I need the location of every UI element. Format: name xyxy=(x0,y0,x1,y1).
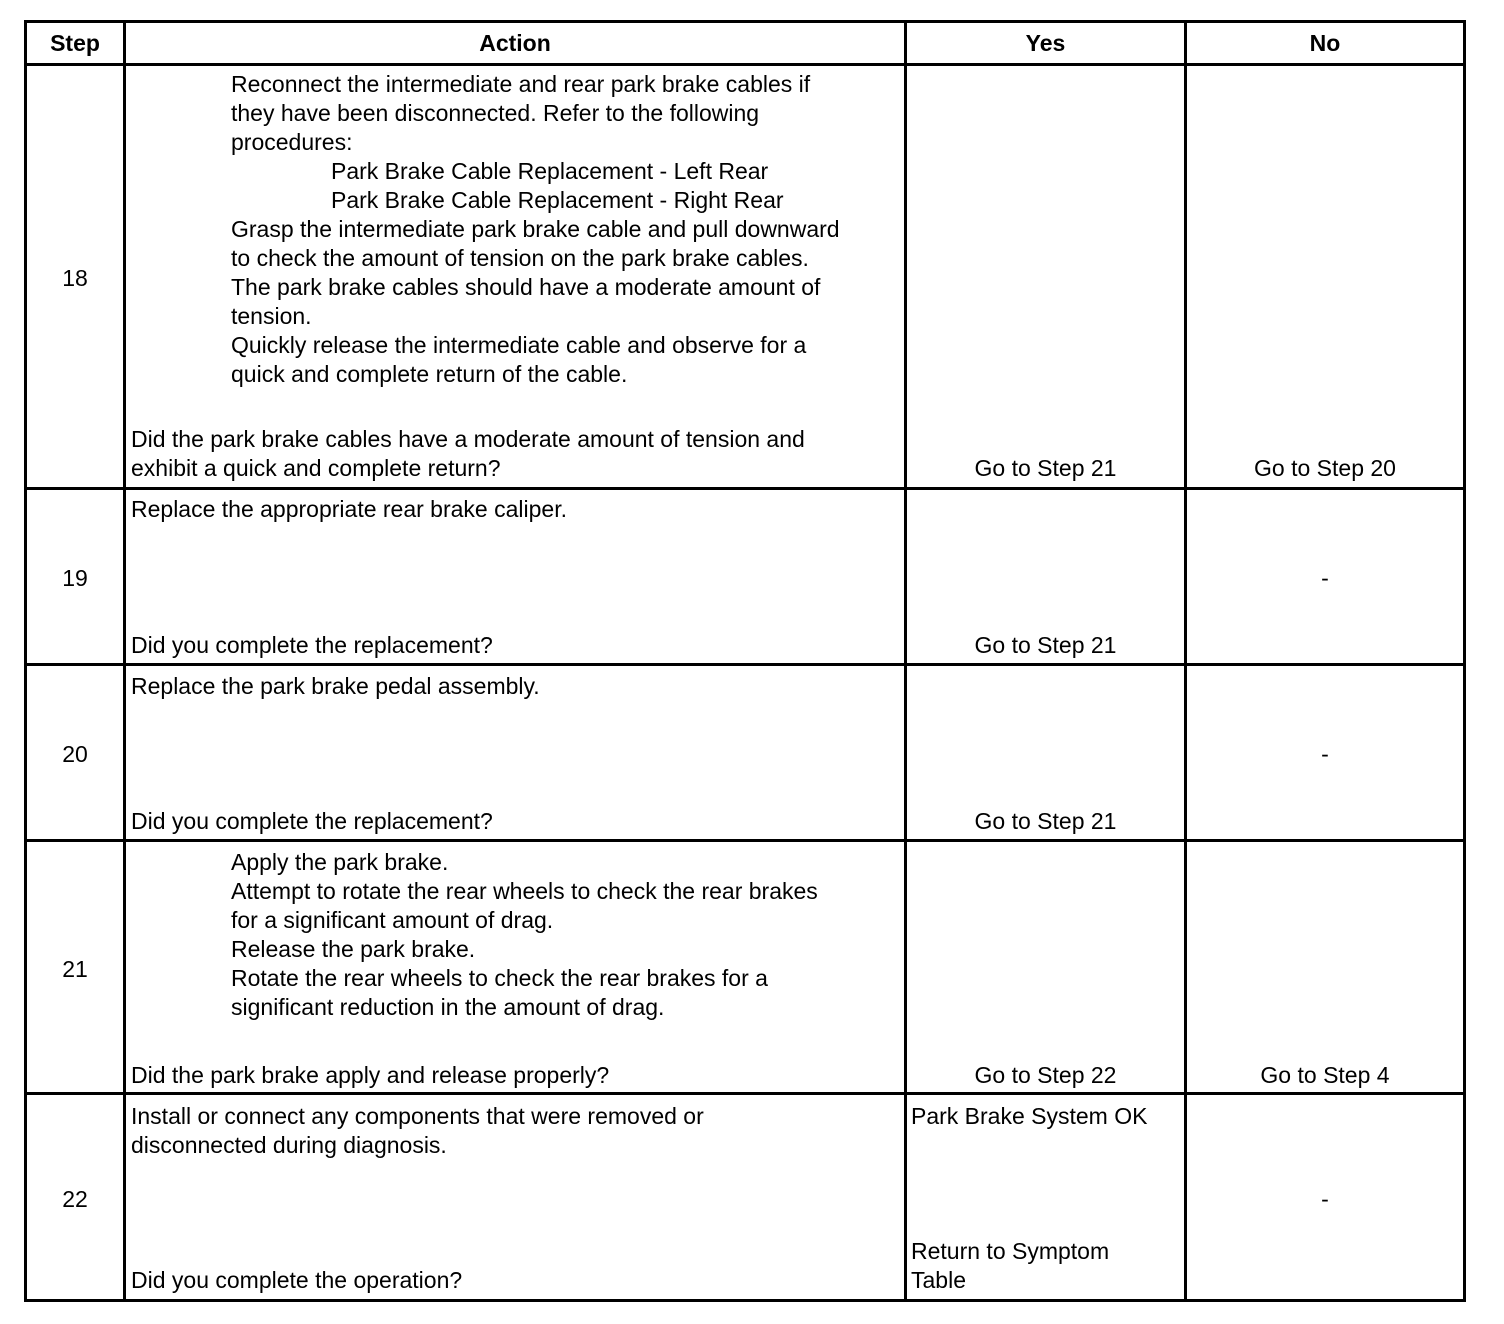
header-action: Action xyxy=(479,30,551,56)
header-no: No xyxy=(1309,30,1341,56)
action-text: Reconnect the intermediate and rear park brake cables if they have been disconnected. Refer to the following procedures: Park Brake Cable Replacement - Left Rear Park Brake Cable Replacement - Right Rear Grasp the intermediate park brake cable and pull downward to check the amount of tension on the park brake cables. The park brake cables should have a moderate amount of tension. Quickly release the intermediate cable and observe for a quick and complete return of the cable. xyxy=(231,71,840,387)
step-number: 22 xyxy=(62,1186,88,1212)
row-divider xyxy=(27,1092,1463,1095)
yes-result: Go to Step 21 xyxy=(974,455,1117,481)
no-result: - xyxy=(1321,741,1329,767)
yes-result: Go to Step 22 xyxy=(974,1062,1117,1088)
row-divider xyxy=(27,63,1463,66)
action-question: Did you complete the replacement? xyxy=(131,632,493,658)
action-question: Did you complete the replacement? xyxy=(131,808,493,834)
action-text: Apply the park brake. Attempt to rotate the rear wheels to check the rear brakes for a significant amount of drag. Release the park brake. Rotate the rear wheels to check the rear brakes for a significant reduction in the amount of drag. xyxy=(231,849,818,1020)
yes-result-secondary: Return to Symptom Table xyxy=(911,1238,1110,1293)
no-result: Go to Step 4 xyxy=(1260,1062,1390,1088)
row-divider xyxy=(27,839,1463,842)
step-number: 21 xyxy=(62,956,88,982)
yes-result: Go to Step 21 xyxy=(974,632,1117,658)
step-number: 20 xyxy=(62,741,88,767)
yes-result: Go to Step 21 xyxy=(974,808,1117,834)
action-text: Replace the park brake pedal assembly. xyxy=(131,673,540,699)
yes-result: Park Brake System OK xyxy=(911,1103,1148,1129)
column-divider xyxy=(904,23,907,1299)
header-step: Step xyxy=(50,30,100,56)
no-result: - xyxy=(1321,1186,1329,1212)
diagnostic-table xyxy=(24,20,1466,1302)
row-divider xyxy=(27,663,1463,666)
header-yes: Yes xyxy=(1025,30,1066,56)
action-question: Did you complete the operation? xyxy=(131,1267,463,1293)
action-question: Did the park brake cables have a moderate amount of tension and exhibit a quick and complete return? xyxy=(131,426,805,481)
action-text: Replace the appropriate rear brake caliper. xyxy=(131,496,567,522)
action-text: Install or connect any components that were removed or disconnected during diagnosis. xyxy=(131,1103,704,1158)
row-divider xyxy=(27,487,1463,490)
action-question: Did the park brake apply and release properly? xyxy=(131,1062,610,1088)
column-divider xyxy=(123,23,126,1299)
no-result: Go to Step 20 xyxy=(1254,455,1396,481)
step-number: 19 xyxy=(62,565,88,591)
no-result: - xyxy=(1321,565,1329,591)
column-divider xyxy=(1184,23,1187,1299)
step-number: 18 xyxy=(62,265,88,291)
